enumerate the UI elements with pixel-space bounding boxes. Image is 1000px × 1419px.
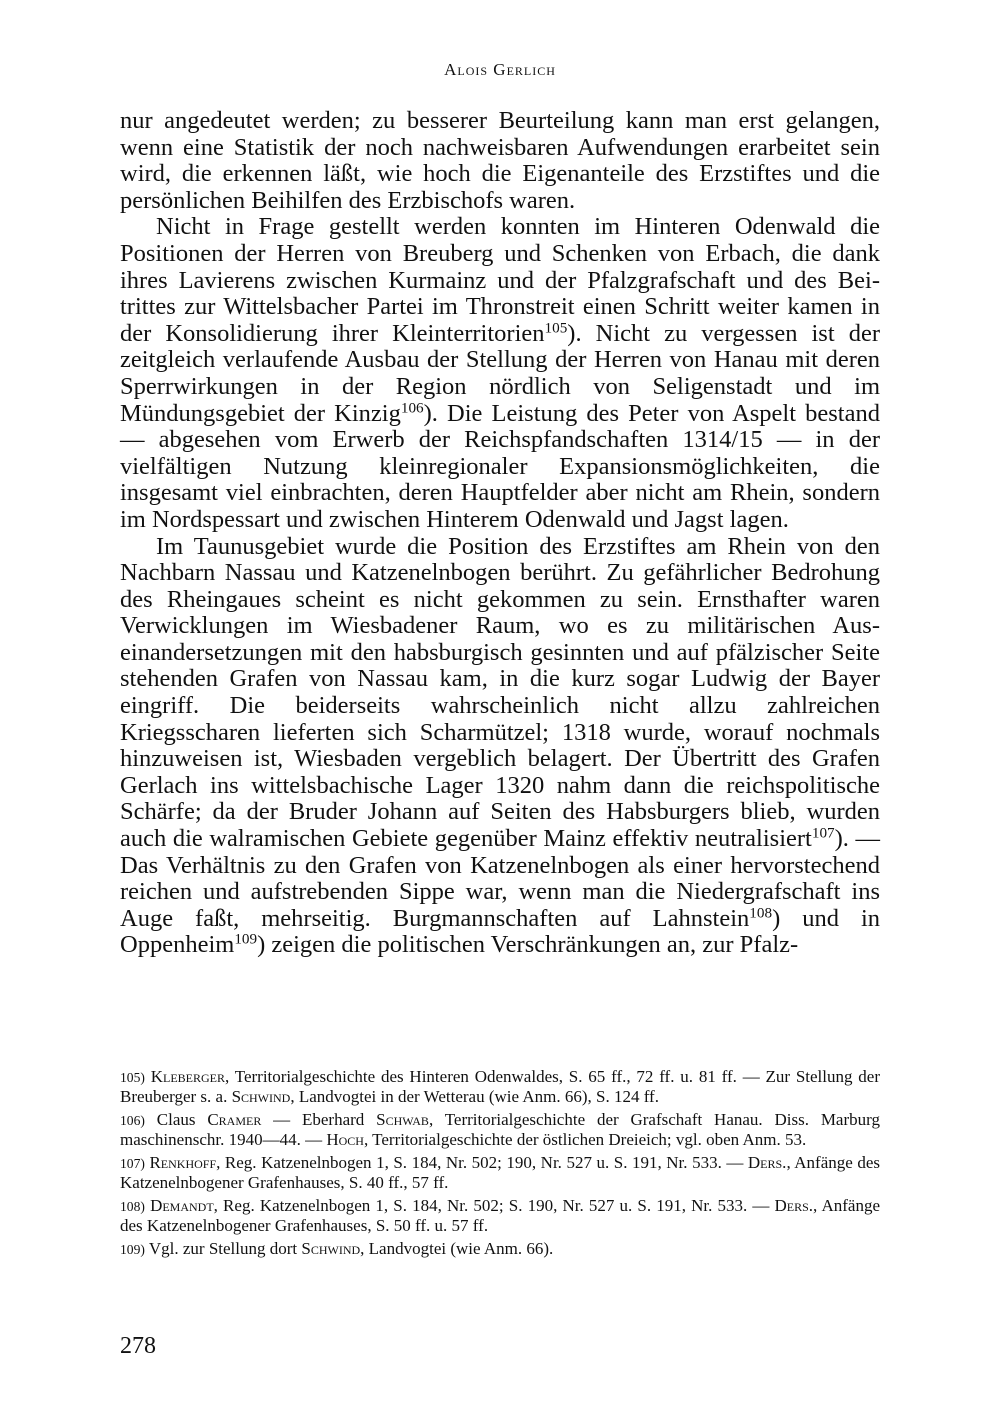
paragraph-3	[120, 534, 880, 960]
author-name: Demandt	[150, 1196, 214, 1215]
footnote	[120, 1196, 880, 1235]
footnote-number: 109)	[120, 1242, 145, 1257]
footnotes	[120, 1067, 880, 1263]
author-name: Ders.	[747, 1153, 787, 1172]
footnote-text: , Anfänge des Katzenelnbogener Grafenhauses, S. 40 ff., 57 ff.	[120, 1153, 881, 1192]
running-header: Alois Gerlich	[444, 60, 556, 79]
paragraph-3-text-d: ) zeigen die politischen Verschränkungen an, zur Pfalz-	[257, 931, 799, 959]
page-number: 278	[120, 1333, 156, 1359]
footnote-text: , Anfänge des Katzenelnbogener Grafenhauses, S. 50 ff. u. 57 ff.	[120, 1196, 881, 1235]
author-name: Schwind	[301, 1239, 361, 1258]
paragraph-3-text-a: Im Taunusgebiet wurde die Position des Erzstiftes am Rhein von den Nachbarn Nassau und Katzenelnbogen berührt. Zu gefährlicher Bedrohung des Rheingaues scheint es nicht gekommen zu sein. Ernsthafter waren Verwicklungen im Wiesbadener Raum, wo es zu militärischen Auseinandersetzungen mit den habsburgisch gesinnten und auf pfälzischer Seite stehenden Grafen von Nassau kam, in die kurz sogar Ludwig der Bayer eingriff. Die beiderseits wahrscheinlich nicht allzu zahlreichen Kriegsscharen lieferten sich Scharmützel; 1318 wurde, worauf nochmals hinzuweisen ist, Wiesbaden vergeblich belagert. Der Übertritt des Grafen Gerlach ins wittelsbachische Lager 1320 nahm dann die reichspolitische Schärfe; da der Bruder Johann auf Seiten des Habsburgers blieb, wurden auch die walramischen Gebiete gegenüber Mainz effektiv neutralisiert	[120, 532, 880, 853]
paragraph-2-text-a: Nicht in Frage gestellt werden konnten im Hinteren Odenwald die Positionen der Herren von Breuberg und Schenken von Erbach, die dank ihres Lavierens zwischen Kurmainz und der Pfalzgrafschaft und des Beitrittes zur Wittelsbacher Partei im Thronstreit einen Schritt weiter kamen in der Konsolidierung ihrer Kleinterritorien	[120, 213, 880, 347]
paragraph-2-text-b: ). Nicht zu vergessen ist der zeitgleich verlaufende Ausbau der Stellung der Herren von Hanau mit deren Sperrwirkungen in der Region nördlich von Seligenstadt und im Mündungsgebiet der Kinzig	[120, 319, 880, 427]
footnote-number: 108)	[120, 1199, 145, 1214]
footnote	[120, 1110, 880, 1149]
author-name: Cramer	[207, 1110, 262, 1129]
paragraph-2-text-c: ). Die Leistung des Peter von Aspelt bestand — abgesehen vom Erwerb der Reichspfandschaften 1314/15 — in der vielfältigen Nutzung kleinregionaler Expansionsmöglichkeiten, die insgesamt viel einbrachten, deren Hauptfelder aber nicht am Rhein, sondern im Nordspessart und zwischen Hinterem Odenwald und Jagst lagen.	[120, 399, 880, 533]
footnote-number: 105)	[120, 1070, 145, 1085]
footnote-text: , Territorialgeschichte der östlichen Dreieich; vgl. oben Anm. 53.	[363, 1130, 807, 1149]
author-name: Schwab	[376, 1110, 429, 1129]
footnote-ref: 107	[811, 824, 835, 842]
footnote-text: Vgl. zur Stellung dort	[148, 1239, 302, 1258]
footnote-number: 106)	[120, 1113, 145, 1128]
footnote	[120, 1239, 880, 1259]
main-text	[120, 108, 880, 959]
author-name: Ders.	[774, 1196, 814, 1215]
paragraph-3-text-b: ). — Das Verhältnis zu den Grafen von Katzenelnbogen als einer hervorstechend reichen und aufstrebenden Sippe war, wenn man die Niedergrafschaft ins Auge faßt, mehrseitig. Burgmannschaften auf Lahnstein	[120, 825, 880, 932]
footnote-ref: 108	[749, 904, 773, 922]
footnote-text: , Reg. Katzenelnbogen 1, S. 184, Nr. 502; S. 190, Nr. 527 u. S. 191, Nr. 533. —	[213, 1196, 775, 1215]
author-name: Hoch	[326, 1130, 364, 1149]
footnote	[120, 1153, 880, 1192]
footnote-text: , Territorialgeschichte der Grafschaft Hanau. Diss. Marburg maschinenschr. 1940—44. —	[120, 1110, 880, 1149]
footnote	[120, 1067, 880, 1106]
footnote-text: , Reg. Katzenelnbogen 1, S. 184, Nr. 502; 190, Nr. 527 u. S. 191, Nr. 533. —	[216, 1153, 748, 1172]
footnote-text: — Eberhard	[261, 1110, 377, 1129]
footnote-ref: 109	[234, 931, 258, 949]
paragraph-1: nur angedeutet werden; zu besserer Beurteilung kann man erst gelangen, wenn eine Statistik der noch nachweisbaren Aufwendungen erarbeitet sein wird, die erkennen läßt, wie hoch die Eigenanteile des Erzstiftes und die persönlichen Beihilfen des Erzbischofs waren.	[120, 107, 880, 214]
author-name: Schwind	[231, 1087, 291, 1106]
footnote-ref: 106	[400, 399, 424, 417]
footnote-number: 107)	[120, 1156, 145, 1171]
paragraph-3-text-c: ) und in Oppenheim	[120, 904, 881, 959]
footnote-text: , Landvogtei (wie Anm. 66).	[360, 1239, 554, 1258]
footnote-text: Claus	[156, 1110, 208, 1129]
author-name: Kleberger	[150, 1067, 226, 1086]
footnote-text: , Territorialgeschichte des Hinteren Odenwaldes, S. 65 ff., 72 ff. u. 81 ff. — Zur Stellung der Breuberger s. a.	[120, 1067, 881, 1106]
author-name: Renkhoff	[149, 1153, 217, 1172]
paragraph-2	[120, 214, 880, 533]
footnote-text: , Landvogtei in der Wetterau (wie Anm. 66), S. 124 ff.	[290, 1087, 659, 1106]
footnote-ref: 105	[544, 319, 568, 337]
